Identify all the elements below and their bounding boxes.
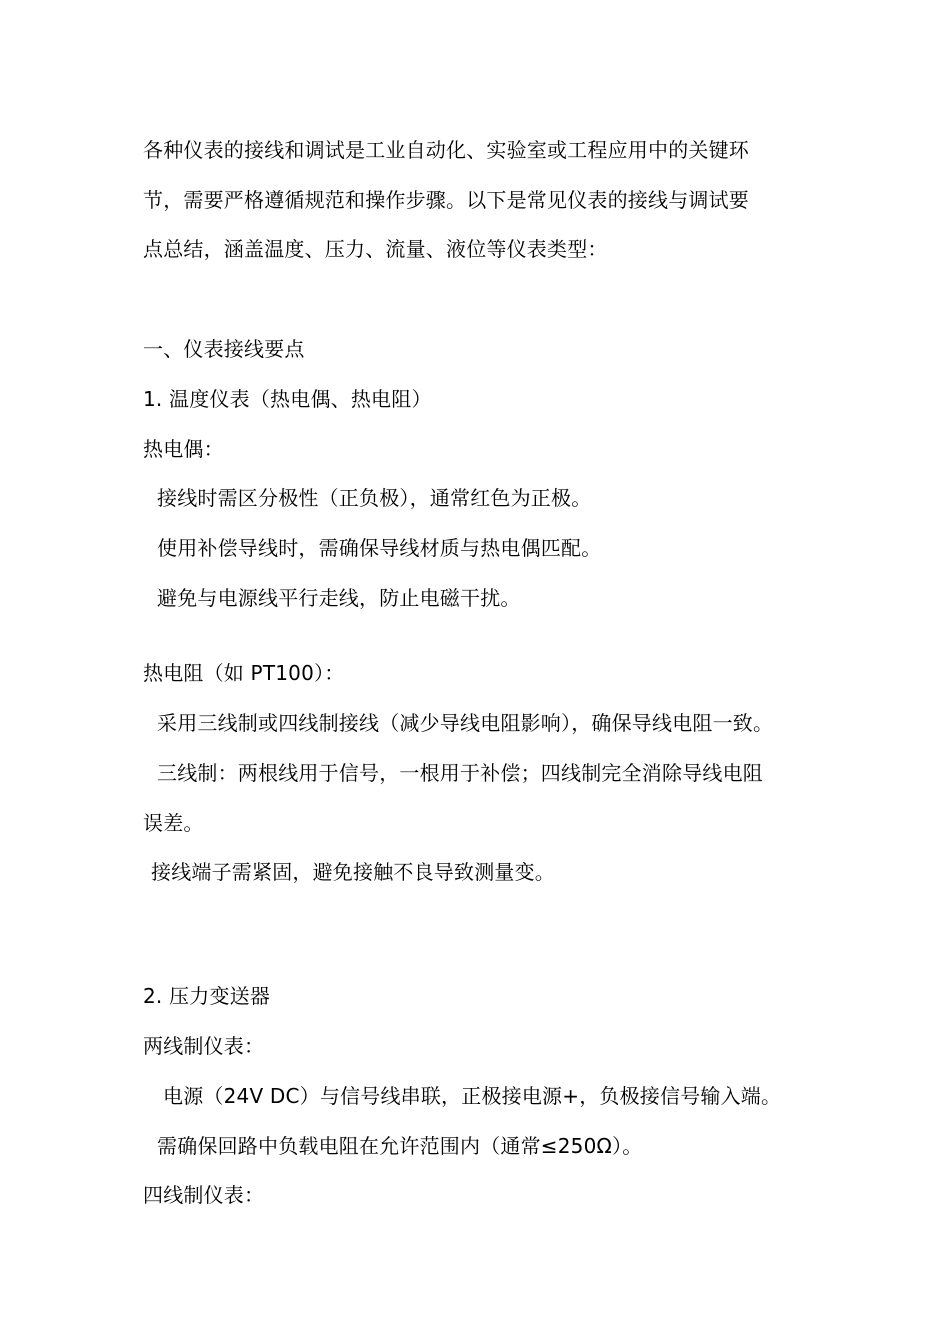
- two-wire-label: 两线制仪表：: [143, 1034, 265, 1058]
- rtd-point: 三线制：两根线用于信号，一根用于补偿；四线制完全消除导线电阻: [157, 761, 763, 785]
- intro-line-3: 点总结，涵盖温度、压力、流量、液位等仪表类型：: [143, 237, 608, 261]
- thermocouple-point: 避免与电源线平行走线，防止电磁干扰。: [157, 586, 521, 610]
- thermocouple-label: 热电偶：: [143, 437, 224, 461]
- four-wire-label: 四线制仪表：: [143, 1183, 265, 1207]
- pressure-heading: 2. 压力变送器: [143, 984, 271, 1008]
- intro-line-1: 各种仪表的接线和调试是工业自动化、实验室或工程应用中的关键环: [143, 138, 749, 162]
- section-heading: 一、仪表接线要点: [143, 337, 305, 361]
- rtd-label: 热电阻（如 PT100）：: [143, 661, 345, 685]
- two-wire-point: 电源（24V DC）与信号线串联，正极接电源+，负极接信号输入端。: [163, 1084, 782, 1108]
- two-wire-point: 需确保回路中负载电阻在允许范围内（通常≤250Ω）。: [157, 1134, 643, 1158]
- rtd-point-continuation: 误差。: [143, 811, 204, 835]
- rtd-point: 采用三线制或四线制接线（减少导线电阻影响），确保导线电阻一致。: [157, 711, 774, 735]
- rtd-point: 接线端子需紧固，避免接触不良导致测量变。: [151, 860, 555, 884]
- thermocouple-point: 使用补偿导线时，需确保导线材质与热电偶匹配。: [157, 536, 602, 560]
- intro-line-2: 节，需要严格遵循规范和操作步骤。以下是常见仪表的接线与调试要: [143, 188, 749, 212]
- temperature-heading: 1. 温度仪表（热电偶、热电阻）: [143, 387, 432, 411]
- thermocouple-point: 接线时需区分极性（正负极），通常红色为正极。: [157, 486, 592, 510]
